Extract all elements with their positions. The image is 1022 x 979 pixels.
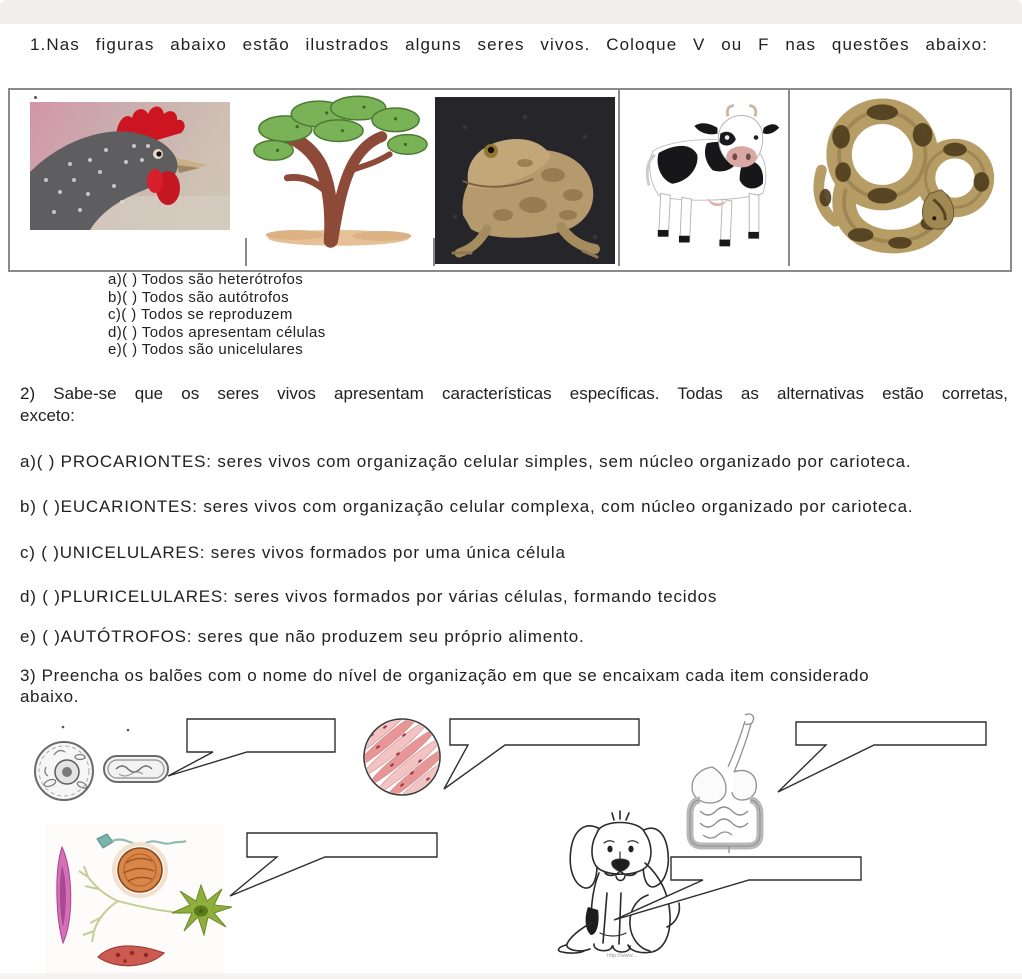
balloon-muscle-tissue[interactable] — [444, 719, 639, 789]
q2-option-a: a)( ) PROCARIONTES: seres vivos com organização celular simples, sem núcleo organizado por carioteca. — [20, 452, 912, 471]
q2-option-d: d) ( )PLURICELULARES: seres vivos formados por várias células, formando tecidos — [20, 587, 718, 606]
dog-figure — [559, 811, 680, 953]
question1-stem: 1.Nas figuras abaixo estão ilustrados alguns seres vivos. Coloque V ou F nas questões abaixo: — [30, 35, 988, 54]
dog-image-credit: http://www... — [607, 953, 637, 959]
table-divider — [245, 238, 247, 266]
balloon-cell-types[interactable] — [230, 833, 437, 896]
digestive-system-figure — [690, 714, 760, 853]
balloon-digestive-system[interactable] — [778, 722, 986, 792]
page-top-edge — [0, 0, 1022, 24]
question3-stem-line2: abaixo. — [20, 687, 80, 706]
q1-option-a: a)( ) Todos são heterótrofos — [108, 271, 304, 288]
rooster-photo — [30, 102, 230, 230]
tree-illustration — [248, 92, 430, 250]
q2-option-b: b) ( )EUCARIONTES: seres vivos com organização celular complexa, com núcleo organizado por carioteca. — [20, 497, 914, 516]
question2-stem-line1: 2) Sabe-se que os seres vivos apresentam características específicas. Todas as alternativas estão corretas, — [20, 384, 1008, 403]
question2-stem-line2: exceto: — [20, 405, 75, 425]
q2-option-c: c) ( )UNICELULARES: seres vivos formados por uma única célula — [20, 543, 566, 562]
cow-icon — [626, 98, 782, 256]
toad-icon — [435, 97, 615, 264]
tree-icon — [248, 92, 430, 250]
q2-option-e: e) ( )AUTÓTROFOS: seres que não produzem seu próprio alimento. — [20, 627, 585, 646]
question3-stem-line1: 3) Preencha os balões com o nome do nível de organização em que se encaixam cada item considerado — [20, 666, 870, 685]
q1-option-d: d)( ) Todos apresentam células — [108, 323, 326, 341]
table-divider — [788, 90, 790, 266]
question3-figure-area — [0, 705, 1022, 979]
question1-figure-table — [8, 88, 1012, 272]
cow-photo — [626, 98, 782, 256]
q1-option-b: b)( ) Todos são autótrofos — [108, 288, 290, 306]
stray-dot — [34, 96, 37, 99]
snake-photo — [792, 94, 1004, 264]
prokaryotic-cell-figure — [104, 756, 168, 782]
page-bottom-edge — [0, 973, 1022, 979]
muscle-tissue-figure — [339, 705, 466, 822]
question2-stem — [20, 383, 1008, 426]
table-divider — [618, 90, 620, 266]
balloon-cells[interactable] — [168, 719, 335, 776]
q1-option-c: c)( ) Todos se reproduzem — [108, 306, 293, 324]
cell-types-collage-figure — [45, 823, 232, 973]
toad-photo — [435, 97, 615, 264]
question3-stem — [20, 665, 995, 707]
q1-option-e: e)( ) Todos são unicelulares — [108, 341, 304, 359]
question1-options — [108, 271, 326, 359]
rooster-icon — [30, 102, 230, 230]
snake-icon — [792, 94, 1004, 264]
